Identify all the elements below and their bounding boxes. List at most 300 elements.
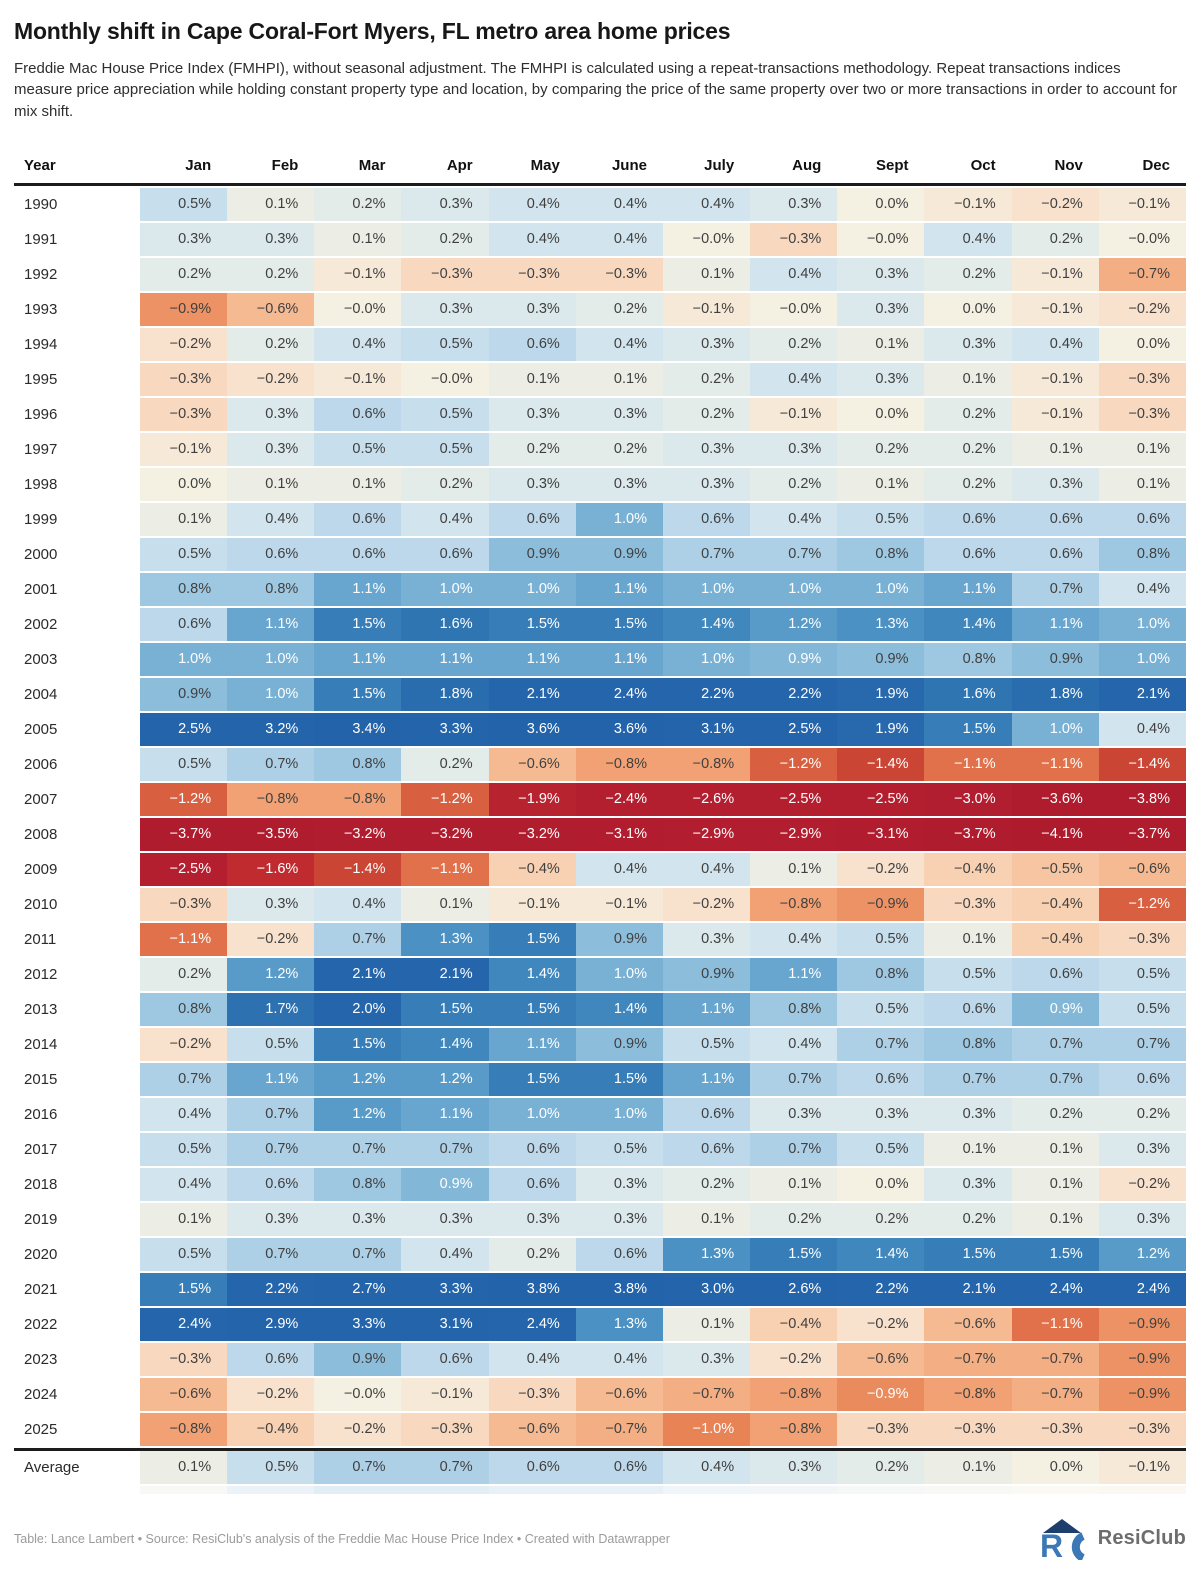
heatmap-cell: 0.5% xyxy=(227,1028,314,1061)
heatmap-cell: 0.4% xyxy=(140,1168,227,1201)
heatmap-cell: 1.4% xyxy=(489,958,576,991)
heatmap-cell: 0.3% xyxy=(1099,1133,1186,1166)
page-subtitle: Freddie Mac House Price Index (FMHPI), without seasonal adjustment. The FMHPI is calculated using a repeat-transactions methodology. Repeat transactions indices measure price appreciation while holding constant property type and location, by comparing the price of the same property over two or more transactions in order to account for mix shift. xyxy=(14,60,1178,120)
heatmap-cell: −1.4% xyxy=(314,853,401,886)
column-header-month: Mar xyxy=(358,156,386,174)
heatmap-cell: 0.4% xyxy=(576,223,663,256)
heatmap-cell: 1.5% xyxy=(314,1028,401,1061)
heatmap-cell: 0.8% xyxy=(227,573,314,606)
heatmap-cell: 0.7% xyxy=(314,1133,401,1166)
heatmap-cell: 0.4% xyxy=(750,1028,837,1061)
table-row xyxy=(14,1028,1186,1061)
year-label: 2005 xyxy=(14,713,140,746)
heatmap-cell: 0.1% xyxy=(1012,1133,1099,1166)
heatmap-cell: 0.7% xyxy=(750,1133,837,1166)
year-label: 1994 xyxy=(14,328,140,361)
heatmap-cell: −3.2% xyxy=(314,818,401,851)
heatmap-cell: −0.0% xyxy=(837,223,924,256)
heatmap-cell: 0.1% xyxy=(1012,1203,1099,1236)
year-label: 1990 xyxy=(14,188,140,221)
heatmap-cell: −0.6% xyxy=(489,1413,576,1446)
heatmap-cell: 0.8% xyxy=(1099,538,1186,571)
heatmap-cell: 0.6% xyxy=(227,1343,314,1376)
heatmap-cell: 0.4% xyxy=(750,503,837,536)
fade-cell xyxy=(924,1486,1011,1494)
heatmap-cell: 1.0% xyxy=(1099,608,1186,641)
table-row xyxy=(14,258,1186,291)
heatmap-cell: 0.3% xyxy=(401,293,488,326)
heatmap-cell: 0.3% xyxy=(1099,1203,1186,1236)
heatmap-cell: −1.4% xyxy=(1099,748,1186,781)
heatmap-cell: 0.2% xyxy=(140,258,227,291)
heatmap-cell: −3.1% xyxy=(576,818,663,851)
heatmap-cell: 0.4% xyxy=(489,223,576,256)
heatmap-cell: 1.0% xyxy=(401,573,488,606)
heatmap-cell: −0.1% xyxy=(140,433,227,466)
average-cell: 0.6% xyxy=(576,1451,663,1484)
heatmap-cell: −1.4% xyxy=(837,748,924,781)
heatmap-cell: −0.0% xyxy=(401,363,488,396)
heatmap-cell: 2.4% xyxy=(1012,1273,1099,1306)
heatmap-cell: 0.4% xyxy=(401,1238,488,1271)
average-cell: 0.1% xyxy=(924,1451,1011,1484)
heatmap-cell: 0.2% xyxy=(227,258,314,291)
heatmap-cell: 0.5% xyxy=(837,923,924,956)
heatmap-cell: −0.7% xyxy=(1012,1343,1099,1376)
heatmap-cell: 0.3% xyxy=(576,468,663,501)
heatmap-cell: 0.6% xyxy=(837,1063,924,1096)
heatmap-cell: 0.2% xyxy=(750,468,837,501)
heatmap-cell: −2.5% xyxy=(750,783,837,816)
fade-cell xyxy=(401,1486,488,1494)
year-label: 2013 xyxy=(14,993,140,1026)
year-label: 2021 xyxy=(14,1273,140,1306)
table-row xyxy=(14,888,1186,921)
heatmap-cell: 0.7% xyxy=(663,538,750,571)
heatmap-cell: 1.3% xyxy=(663,1238,750,1271)
heatmap-cell: 1.8% xyxy=(401,678,488,711)
heatmap-cell: 0.4% xyxy=(576,328,663,361)
fade-cell xyxy=(140,1486,227,1494)
table-row xyxy=(14,1133,1186,1166)
heatmap-cell: 2.5% xyxy=(750,713,837,746)
heatmap-cell: 0.2% xyxy=(489,433,576,466)
heatmap-cell: 1.5% xyxy=(489,923,576,956)
table-row xyxy=(14,713,1186,746)
heatmap-cell: 0.2% xyxy=(837,433,924,466)
heatmap-cell: 0.1% xyxy=(140,1203,227,1236)
heatmap-cell: 0.7% xyxy=(1012,1063,1099,1096)
heatmap-cell: 3.8% xyxy=(489,1273,576,1306)
heatmap-cell: −0.0% xyxy=(1099,223,1186,256)
heatmap-cell: −0.1% xyxy=(489,888,576,921)
heatmap-cell: 0.6% xyxy=(227,538,314,571)
heatmap-cell: 0.3% xyxy=(837,1098,924,1131)
heatmap-cell: 1.0% xyxy=(227,678,314,711)
heatmap-cell: 1.1% xyxy=(924,573,1011,606)
table-row xyxy=(14,573,1186,606)
year-label: 2019 xyxy=(14,1203,140,1236)
heatmap-cell: −1.1% xyxy=(401,853,488,886)
heatmap-cell: 0.6% xyxy=(489,1168,576,1201)
table-row xyxy=(14,958,1186,991)
table-row xyxy=(14,853,1186,886)
fade-cell xyxy=(750,1486,837,1494)
heatmap-cell: −1.1% xyxy=(924,748,1011,781)
heatmap-cell: −0.1% xyxy=(576,888,663,921)
heatmap-cell: −0.2% xyxy=(837,853,924,886)
heatmap-cell: 0.5% xyxy=(401,433,488,466)
heatmap-cell: −0.6% xyxy=(576,1378,663,1411)
heatmap-cell: 2.1% xyxy=(489,678,576,711)
column-header-month: Nov xyxy=(1054,156,1083,174)
year-label: 1996 xyxy=(14,398,140,431)
heatmap-cell: 0.8% xyxy=(140,573,227,606)
heatmap-cell: 1.6% xyxy=(924,678,1011,711)
heatmap-cell: 3.6% xyxy=(576,713,663,746)
heatmap-cell: 1.5% xyxy=(489,993,576,1026)
heatmap-cell: −1.1% xyxy=(1012,748,1099,781)
heatmap-cell: −0.3% xyxy=(576,258,663,291)
heatmap-cell: 0.1% xyxy=(750,853,837,886)
heatmap-cell: 0.4% xyxy=(314,888,401,921)
heatmap-cell: −0.0% xyxy=(663,223,750,256)
heatmap-cell: 0.6% xyxy=(924,503,1011,536)
year-label: 1992 xyxy=(14,258,140,291)
heatmap-cell: 0.6% xyxy=(663,503,750,536)
year-label: 2002 xyxy=(14,608,140,641)
heatmap-cell: −0.2% xyxy=(1012,188,1099,221)
page-title: Monthly shift in Cape Coral-Fort Myers, FL metro area home prices xyxy=(14,18,731,44)
resiclub-logo xyxy=(1039,1518,1186,1560)
year-label: 1999 xyxy=(14,503,140,536)
heatmap-cell: 0.4% xyxy=(663,188,750,221)
heatmap-table xyxy=(14,143,1186,1494)
heatmap-cell: 0.7% xyxy=(750,538,837,571)
heatmap-cell: 0.2% xyxy=(401,468,488,501)
heatmap-cell: 0.6% xyxy=(924,993,1011,1026)
year-label: 2025 xyxy=(14,1413,140,1446)
heatmap-cell: −0.6% xyxy=(227,293,314,326)
heatmap-cell: 0.4% xyxy=(750,258,837,291)
heatmap-cell: 0.8% xyxy=(314,748,401,781)
heatmap-cell: −0.8% xyxy=(576,748,663,781)
average-cell: 0.4% xyxy=(663,1451,750,1484)
year-label: 2012 xyxy=(14,958,140,991)
fade-cell xyxy=(489,1486,576,1494)
heatmap-cell: 2.1% xyxy=(924,1273,1011,1306)
heatmap-cell: 0.5% xyxy=(314,433,401,466)
heatmap-cell: 0.6% xyxy=(314,503,401,536)
heatmap-cell: −0.3% xyxy=(837,1413,924,1446)
column-header-month: Aug xyxy=(792,156,822,174)
heatmap-cell: 0.3% xyxy=(576,1203,663,1236)
table-row xyxy=(14,538,1186,571)
average-label: Average xyxy=(14,1451,140,1484)
heatmap-cell: 0.4% xyxy=(576,188,663,221)
heatmap-cell: 1.3% xyxy=(401,923,488,956)
heatmap-cell: 2.7% xyxy=(314,1273,401,1306)
heatmap-cell: −0.3% xyxy=(140,1343,227,1376)
heatmap-cell: 0.5% xyxy=(837,993,924,1026)
heatmap-cell: 0.3% xyxy=(227,433,314,466)
heatmap-cell: −0.8% xyxy=(663,748,750,781)
heatmap-cell: 0.0% xyxy=(837,188,924,221)
heatmap-cell: −0.9% xyxy=(1099,1308,1186,1341)
heatmap-cell: 3.1% xyxy=(663,713,750,746)
heatmap-cell: −1.2% xyxy=(750,748,837,781)
year-label: 2006 xyxy=(14,748,140,781)
heatmap-cell: 0.4% xyxy=(401,503,488,536)
resiclub-logo-icon xyxy=(1039,1518,1091,1560)
heatmap-cell: 0.6% xyxy=(1012,503,1099,536)
column-header-month: Oct xyxy=(970,156,996,174)
heatmap-cell: −3.1% xyxy=(837,818,924,851)
heatmap-cell: 0.1% xyxy=(1099,433,1186,466)
heatmap-cell: 0.3% xyxy=(576,398,663,431)
heatmap-cell: 0.3% xyxy=(489,468,576,501)
heatmap-cell: 0.2% xyxy=(663,1168,750,1201)
heatmap-cell: 0.1% xyxy=(401,888,488,921)
heatmap-cell: −0.2% xyxy=(750,1343,837,1376)
heatmap-cell: 0.3% xyxy=(314,1203,401,1236)
heatmap-cell: 0.3% xyxy=(227,223,314,256)
heatmap-cell: 2.2% xyxy=(750,678,837,711)
heatmap-cell: 2.4% xyxy=(140,1308,227,1341)
heatmap-cell: 2.1% xyxy=(401,958,488,991)
heatmap-cell: 0.8% xyxy=(140,993,227,1026)
heatmap-cell: 1.2% xyxy=(1099,1238,1186,1271)
heatmap-cell: −1.0% xyxy=(663,1413,750,1446)
heatmap-cell: −0.6% xyxy=(489,748,576,781)
heatmap-cell: 1.5% xyxy=(314,608,401,641)
heatmap-cell: 0.2% xyxy=(576,293,663,326)
heatmap-cell: −0.3% xyxy=(924,888,1011,921)
heatmap-cell: 0.1% xyxy=(924,363,1011,396)
heatmap-cell: 0.4% xyxy=(1012,328,1099,361)
table-row xyxy=(14,1378,1186,1411)
heatmap-cell: −0.3% xyxy=(140,888,227,921)
heatmap-cell: 0.3% xyxy=(576,1168,663,1201)
heatmap-cell: 3.2% xyxy=(227,713,314,746)
year-label: 2016 xyxy=(14,1098,140,1131)
fade-cell xyxy=(1099,1486,1186,1494)
heatmap-cell: −1.6% xyxy=(227,853,314,886)
heatmap-cell: 0.4% xyxy=(489,1343,576,1376)
heatmap-cell: 0.3% xyxy=(663,923,750,956)
heatmap-cell: 1.3% xyxy=(576,1308,663,1341)
heatmap-cell: 1.6% xyxy=(401,608,488,641)
heatmap-cell: −0.6% xyxy=(837,1343,924,1376)
table-row xyxy=(14,678,1186,711)
heatmap-cell: 0.5% xyxy=(837,1133,924,1166)
heatmap-cell: 2.2% xyxy=(227,1273,314,1306)
heatmap-cell: 3.3% xyxy=(401,713,488,746)
table-row xyxy=(14,1203,1186,1236)
heatmap-cell: 0.6% xyxy=(401,538,488,571)
heatmap-cell: 0.2% xyxy=(1099,1098,1186,1131)
heatmap-cell: 0.5% xyxy=(401,398,488,431)
heatmap-cell: −0.1% xyxy=(750,398,837,431)
table-row xyxy=(14,643,1186,676)
column-header-month: Jan xyxy=(185,156,212,174)
heatmap-cell: −0.3% xyxy=(750,223,837,256)
heatmap-cell: 1.1% xyxy=(401,1098,488,1131)
heatmap-cell: −0.2% xyxy=(1099,1168,1186,1201)
heatmap-cell: −0.4% xyxy=(227,1413,314,1446)
table-row xyxy=(14,1343,1186,1376)
heatmap-cell: 1.5% xyxy=(314,678,401,711)
heatmap-cell: 2.1% xyxy=(1099,678,1186,711)
heatmap-cell: −2.5% xyxy=(140,853,227,886)
heatmap-cell: 0.3% xyxy=(663,433,750,466)
table-row xyxy=(14,363,1186,396)
year-label: 2001 xyxy=(14,573,140,606)
heatmap-cell: −3.6% xyxy=(1012,783,1099,816)
heatmap-cell: 0.2% xyxy=(1012,223,1099,256)
heatmap-cell: −0.0% xyxy=(750,293,837,326)
heatmap-cell: −0.2% xyxy=(663,888,750,921)
heatmap-cell: 0.5% xyxy=(140,538,227,571)
fade-cell xyxy=(227,1486,314,1494)
heatmap-cell: 0.7% xyxy=(750,1063,837,1096)
year-label: 2009 xyxy=(14,853,140,886)
heatmap-cell: 0.9% xyxy=(750,643,837,676)
heatmap-cell: 1.5% xyxy=(489,1063,576,1096)
heatmap-cell: 0.3% xyxy=(750,1098,837,1131)
heatmap-cell: 0.4% xyxy=(1099,573,1186,606)
heatmap-cell: 0.5% xyxy=(140,1133,227,1166)
heatmap-cell: 1.5% xyxy=(750,1238,837,1271)
heatmap-cell: 0.3% xyxy=(227,398,314,431)
heatmap-cell: 0.7% xyxy=(227,748,314,781)
heatmap-cell: 1.1% xyxy=(576,573,663,606)
year-label: 2014 xyxy=(14,1028,140,1061)
heatmap-cell: 1.1% xyxy=(576,643,663,676)
heatmap-cell: 0.2% xyxy=(924,1203,1011,1236)
heatmap-cell: −1.2% xyxy=(1099,888,1186,921)
heatmap-cell: −3.7% xyxy=(140,818,227,851)
heatmap-cell: −0.9% xyxy=(140,293,227,326)
year-label: 2017 xyxy=(14,1133,140,1166)
heatmap-cell: 2.1% xyxy=(314,958,401,991)
heatmap-cell: 1.5% xyxy=(489,608,576,641)
year-label: 1997 xyxy=(14,433,140,466)
heatmap-cell: 0.5% xyxy=(140,748,227,781)
heatmap-cell: −0.1% xyxy=(1012,293,1099,326)
heatmap-cell: 3.1% xyxy=(401,1308,488,1341)
heatmap-cell: 0.2% xyxy=(401,748,488,781)
table-row xyxy=(14,993,1186,1026)
heatmap-cell: 0.7% xyxy=(1099,1028,1186,1061)
heatmap-cell: 0.3% xyxy=(663,328,750,361)
fade-cell xyxy=(1012,1486,1099,1494)
year-label: 2007 xyxy=(14,783,140,816)
average-cell: 0.5% xyxy=(227,1451,314,1484)
heatmap-cell: 0.2% xyxy=(750,1203,837,1236)
heatmap-cell: 0.6% xyxy=(314,538,401,571)
year-label: 2010 xyxy=(14,888,140,921)
heatmap-cell: 0.1% xyxy=(1012,1168,1099,1201)
heatmap-cell: 0.3% xyxy=(1012,468,1099,501)
heatmap-cell: 1.1% xyxy=(489,1028,576,1061)
table-row xyxy=(14,188,1186,221)
heatmap-cell: 0.4% xyxy=(489,188,576,221)
heatmap-cell: −3.2% xyxy=(489,818,576,851)
heatmap-cell: 0.6% xyxy=(401,1343,488,1376)
heatmap-cell: −0.4% xyxy=(924,853,1011,886)
heatmap-cell: −0.8% xyxy=(750,888,837,921)
heatmap-cell: −0.2% xyxy=(837,1308,924,1341)
heatmap-cell: 0.5% xyxy=(140,188,227,221)
heatmap-cell: 0.4% xyxy=(227,503,314,536)
heatmap-cell: 2.4% xyxy=(576,678,663,711)
heatmap-cell: 0.3% xyxy=(837,293,924,326)
heatmap-cell: −3.8% xyxy=(1099,783,1186,816)
year-label: 2000 xyxy=(14,538,140,571)
heatmap-cell: 0.6% xyxy=(1012,958,1099,991)
table-row xyxy=(14,1238,1186,1271)
heatmap-cell: −0.3% xyxy=(140,363,227,396)
heatmap-cell: −0.2% xyxy=(1099,293,1186,326)
heatmap-cell: 0.9% xyxy=(1012,993,1099,1026)
year-label: 2011 xyxy=(14,923,140,956)
heatmap-cell: 0.3% xyxy=(227,888,314,921)
heatmap-cell: −0.2% xyxy=(140,1028,227,1061)
heatmap-cell: −2.9% xyxy=(663,818,750,851)
table-row xyxy=(14,468,1186,501)
year-label: 2004 xyxy=(14,678,140,711)
heatmap-cell: 0.2% xyxy=(663,363,750,396)
heatmap-cell: 0.7% xyxy=(140,1063,227,1096)
heatmap-cell: 0.7% xyxy=(837,1028,924,1061)
table-row xyxy=(14,608,1186,641)
heatmap-cell: 1.4% xyxy=(924,608,1011,641)
heatmap-cell: 0.2% xyxy=(401,223,488,256)
heatmap-cell: −0.9% xyxy=(837,888,924,921)
heatmap-cell: 0.0% xyxy=(140,468,227,501)
heatmap-cell: 0.4% xyxy=(750,923,837,956)
heatmap-cell: 0.2% xyxy=(924,258,1011,291)
column-header-month: June xyxy=(611,156,647,174)
heatmap-cell: −0.1% xyxy=(1099,188,1186,221)
heatmap-cell: 0.1% xyxy=(663,1203,750,1236)
heatmap-cell: −0.7% xyxy=(663,1378,750,1411)
heatmap-cell: 0.1% xyxy=(663,1308,750,1341)
heatmap-cell: 0.4% xyxy=(314,328,401,361)
heatmap-cell: 0.5% xyxy=(1099,993,1186,1026)
heatmap-cell: −0.1% xyxy=(401,1378,488,1411)
heatmap-cell: 0.9% xyxy=(576,923,663,956)
column-header-month: July xyxy=(704,156,735,174)
heatmap-cell: −0.4% xyxy=(1012,888,1099,921)
heatmap-cell: 0.8% xyxy=(924,1028,1011,1061)
heatmap-cell: 1.9% xyxy=(837,678,924,711)
heatmap-cell: 1.0% xyxy=(489,573,576,606)
heatmap-cell: 0.6% xyxy=(314,398,401,431)
table-row xyxy=(14,503,1186,536)
heatmap-cell: −0.7% xyxy=(1099,258,1186,291)
heatmap-cell: 2.5% xyxy=(140,713,227,746)
heatmap-cell: −0.9% xyxy=(837,1378,924,1411)
table-header-row xyxy=(14,143,1186,186)
heatmap-cell: 0.2% xyxy=(924,468,1011,501)
heatmap-cell: 0.3% xyxy=(401,1203,488,1236)
heatmap-cell: 1.0% xyxy=(576,503,663,536)
footer xyxy=(14,1518,1186,1560)
heatmap-cell: −2.6% xyxy=(663,783,750,816)
heatmap-cell: 0.1% xyxy=(314,223,401,256)
